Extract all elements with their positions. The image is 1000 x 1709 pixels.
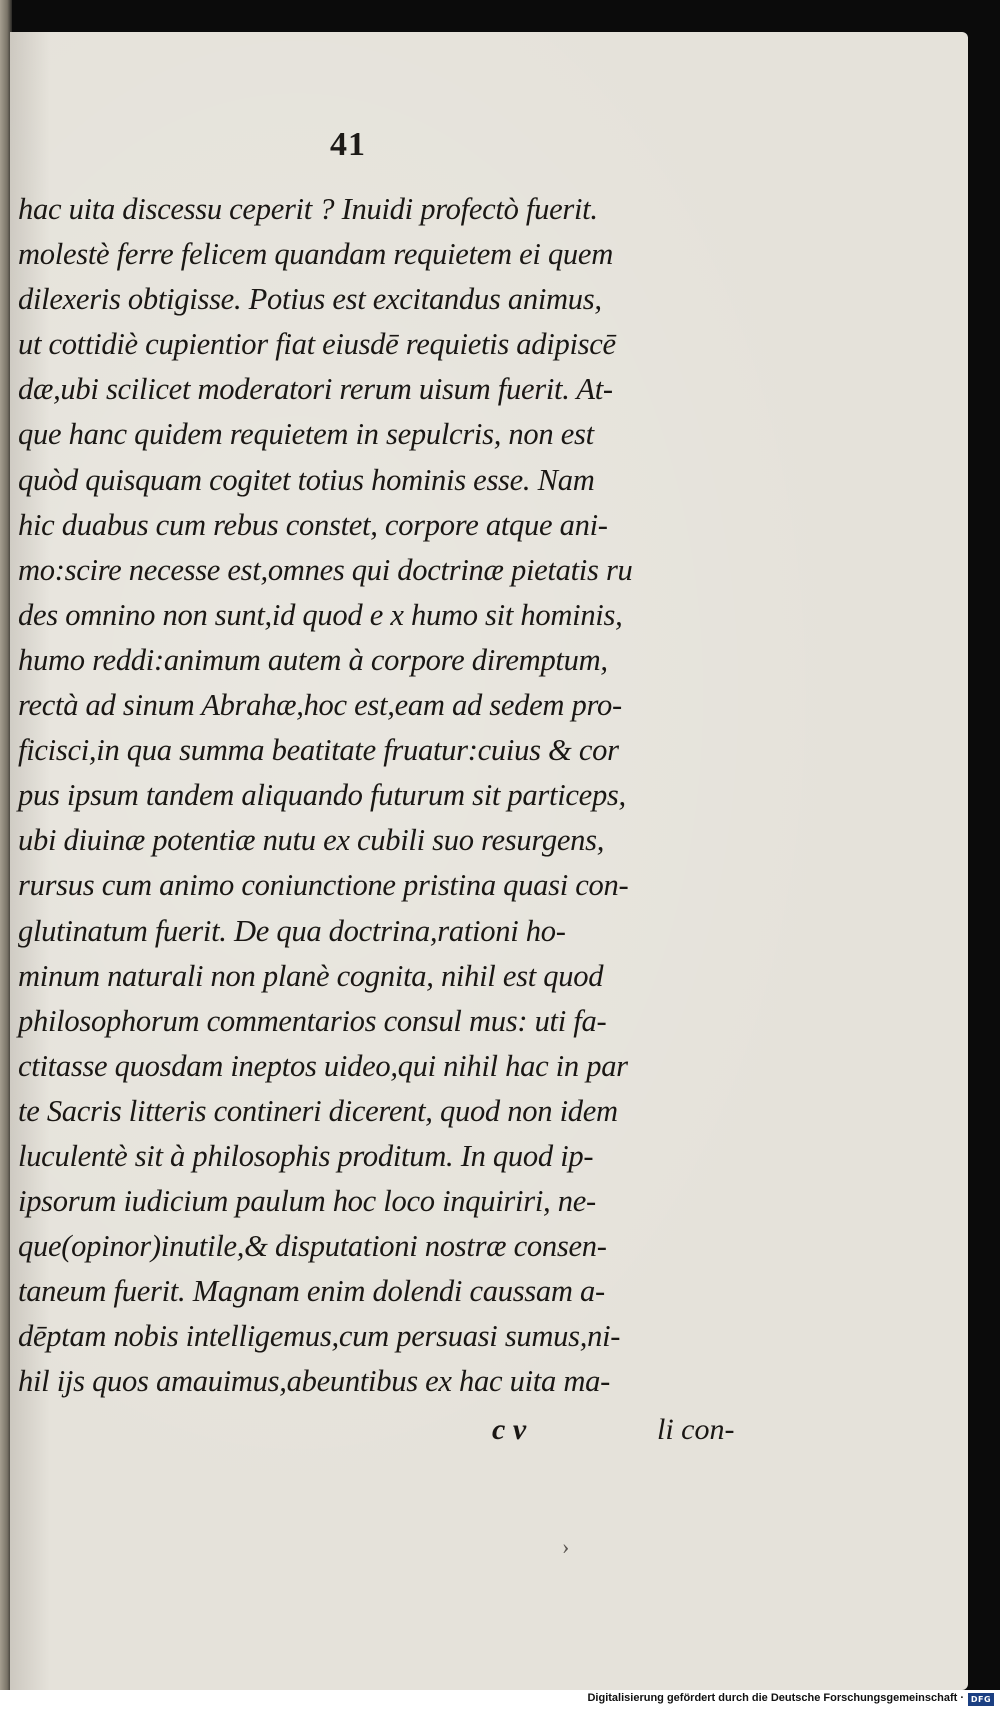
- text-line: quòd quisquam cogitet totius hominis esse. Nam: [18, 461, 595, 497]
- text-line: pus ipsum tandem aliquando futurum sit particeps,: [18, 777, 626, 813]
- text-line: des omnino non sunt,id quod e x humo sit hominis,: [18, 596, 623, 632]
- dfg-logo: DFG: [968, 1693, 994, 1706]
- text-line: ut cottidiè cupientior fiat eiusdē requietis adipiscē: [18, 326, 616, 362]
- text-line: rursus cum animo coniunctione pristina quasi con-: [18, 867, 629, 903]
- text-line: que hanc quidem requietem in sepulcris, non est: [18, 416, 594, 452]
- text-line: dæ,ubi scilicet moderatori rerum uisum fuerit. At-: [18, 371, 613, 407]
- footer-bar: [0, 1690, 1000, 1709]
- catchword: li con-: [657, 1413, 735, 1446]
- page-number: 41: [330, 126, 366, 163]
- book-page: [10, 32, 968, 1690]
- text-block: [18, 186, 758, 1404]
- text-line: luculentè sit à philosophis proditum. In quod ip-: [18, 1137, 594, 1173]
- text-line: ctitasse quosdam ineptos uideo,qui nihil hac in par: [18, 1047, 628, 1083]
- text-line: te Sacris litteris contineri dicerent, quod non idem: [18, 1092, 618, 1128]
- text-line: ubi diuinæ potentiæ nutu ex cubili suo resurgens,: [18, 822, 605, 858]
- text-line: philosophorum commentarios consul mus: uti fa-: [18, 1002, 607, 1038]
- text-line: dēptam nobis intelligemus,cum persuasi sumus,ni-: [18, 1318, 621, 1354]
- text-line: mo:scire necesse est,omnes qui doctrinæ pietatis ru: [18, 551, 633, 587]
- text-line: hac uita discessu ceperit ? Inuidi profectò fuerit.: [18, 191, 598, 226]
- text-line: hil ijs quos amauimus,abeuntibus ex hac uita ma-: [18, 1363, 611, 1399]
- text-line: humo reddi:animum autem à corpore diremptum,: [18, 641, 608, 677]
- text-line: glutinatum fuerit. De qua doctrina,rationi ho-: [18, 912, 566, 948]
- text-line: minum naturali non planè cognita, nihil est quod: [18, 957, 604, 993]
- funding-credit: Digitalisierung gefördert durch die Deutsche Forschungsgemeinschaft ·: [587, 1692, 964, 1704]
- text-line: taneum fuerit. Magnam enim dolendi caussam a-: [18, 1273, 605, 1309]
- text-line: rectà ad sinum Abrahæ,hoc est,eam ad sedem pro-: [18, 687, 622, 723]
- signature-mark: c v: [492, 1413, 527, 1446]
- text-line: dilexeris obtigisse. Potius est excitandus animus,: [18, 281, 602, 317]
- text-line: ficisci,in qua summa beatitate fruatur:cuius & cor: [18, 732, 619, 768]
- catchline: [492, 1413, 752, 1457]
- text-line: molestè ferre felicem quandam requietem ei quem: [18, 236, 613, 272]
- stray-mark: ›: [562, 1534, 570, 1559]
- text-line: hic duabus cum rebus constet, corpore atque ani-: [18, 506, 608, 542]
- text-line: ipsorum iudicium paulum hoc loco inquiriri, ne-: [18, 1183, 596, 1219]
- text-line: que(opinor)inutile,& disputationi nostræ consen-: [18, 1228, 607, 1264]
